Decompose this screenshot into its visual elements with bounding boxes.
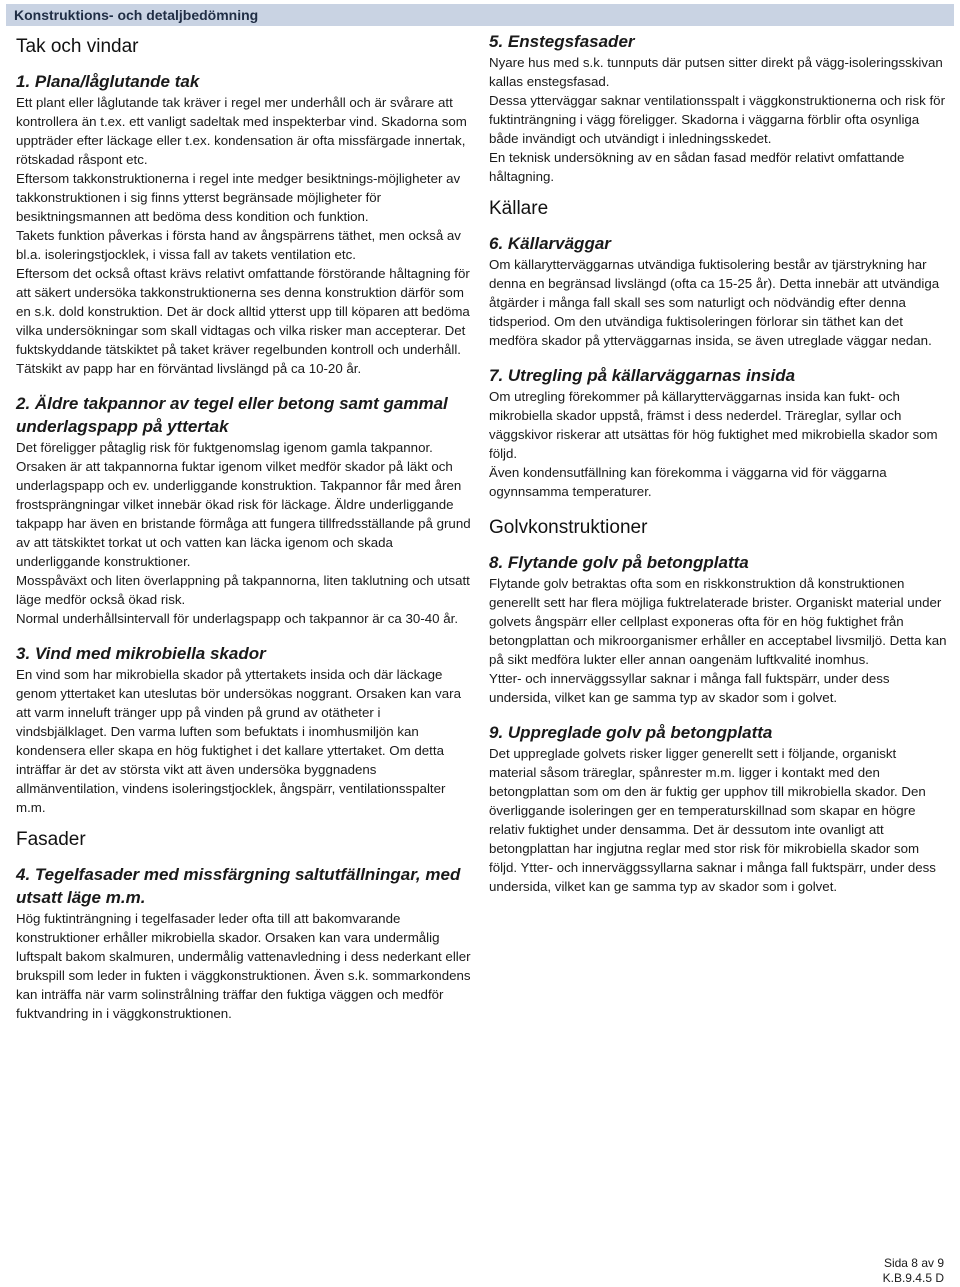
paragraph: Även kondensutfällning kan förekomma i väggarna vid för väggarna ogynnsamma temperaturer.	[489, 465, 887, 499]
right-column	[489, 30, 947, 896]
paragraph: Om källarytterväggarnas utvändiga fuktisolering består av tjärstrykning har denna en begränsad livslängd (ofta ca 15-25 år). Detta innebär att utvändiga åtgärder i många fall skall ses som naturligt och nödvändig efter denna tidsperiod. Om den utvändiga fuktisoleringen förlorar sin täthet kan det medföra skador på ytterväggarnas insida, se även utreglade väggar nedan.	[489, 257, 940, 348]
header-title: Konstruktions- och detaljbedömning	[14, 7, 259, 23]
paragraph: Mosspåväxt och liten överlappning på takpannorna, liten taklutning och utsatt läge medför också ökad risk.	[16, 573, 470, 607]
subheading-raised-floor: 9. Uppreglade golv på betongplatta	[489, 723, 773, 742]
paragraph: Takets funktion påverkas i första hand av ångspärrens täthet, men också av bl.a. isoleringstjocklek, i vissa fall av takets ventilation etc.	[16, 228, 461, 262]
paragraph: Flytande golv betraktas ofta som en riskkonstruktion då konstruktionen generellt sett har flera möjliga fuktrelaterade brister. Organiskt material under golvets ångspärr eller cellplast exponeras ofta för en hög fuktighet från betongplattan och mikroorganismer erhåller en acceptabel livsmiljö. Detta kan på sikt medföra lukter eller annan oangenäm luftkvalité inomhus.	[489, 576, 947, 667]
left-column	[16, 30, 474, 1023]
paragraph: En teknisk undersökning av en sådan fasad medför relativt omfattande håltagning.	[489, 150, 905, 184]
subheading-brick-facade: 4. Tegelfasader med missfärgning saltutfällningar, med utsatt läge m.m.	[16, 865, 461, 907]
paragraph: Det uppreglade golvets risker ligger generellt sett i följande, organiskt material såsom träreglar, spånrester m.m. ligger i kontakt med den betongplattan som om den är fuktig ger upphov till mikrobiella skador. Den överliggande isoleringen ger en temperaturskillnad som skapar en högre relativ fuktighet under densamma. Det är dessutom inte ovanligt att betongplattan har ingjutna reglar med stor risk för mikrobiella skador som följd. Ytter- och innerväggssyllarna saknar i många fall fuktspärr, under dess undersida, vilket kan ge samma typ av skador som i golvet.	[489, 746, 936, 894]
section-heading-roof: Tak och vindar	[16, 36, 139, 57]
subheading-attic-damage: 3. Vind med mikrobiella skador	[16, 644, 266, 663]
paragraph: Eftersom det också oftast krävs relativt omfattande förstörande håltagning för att säkert undersöka takkonstruktionerna ses denna konstruktion därför som en s.k. dold konstruktion. Det är dock alltid ytterst upp till köparen att bedöma vilka undersökningar som skall vidtagas och vilka risker man accepterar. Det fuktskyddande tätskiktet på taket kräver regelbunden kontroll och underhåll. Tätskikt av papp har en förväntad livslängd på ca 10-20 år.	[16, 266, 470, 376]
paragraph: Om utregling förekommer på källarytterväggarnas insida kan fukt- och mikrobiella skador uppstå, främst i dess nederdel. Träreglar, syllar och väggskivor riskerar att utsättas för hög fuktighet med mikrobiella skador som följd.	[489, 389, 938, 461]
document-code: K.B.9.4.5 D	[882, 1271, 944, 1285]
subheading-old-roof-tiles: 2. Äldre takpannor av tegel eller betong samt gammal underlagspapp på yttertak	[16, 394, 448, 436]
subheading-single-stage-facade: 5. Enstegsfasader	[489, 32, 635, 51]
paragraph: Dessa ytterväggar saknar ventilationsspalt i väggkonstruktionerna och risk för fuktinträngning i vägg föreligger. Skadorna i väggarna förblir ofta osynliga både invändigt och utvändigt i inledningsskedet.	[489, 93, 946, 146]
section-heading-floor: Golvkonstruktioner	[489, 517, 648, 538]
paragraph: Hög fuktinträngning i tegelfasader leder ofta till att bakomvarande konstruktioner erhåller mikrobiella skador. Orsaken kan vara undermålig luftspalt bakom skalmuren, undermålig vattenavledning i dess nederkant eller brukspill som leder in fukten i väggkonstruktionen. Även s.k. sommarkondens kan inträffa när varm solinstrålning träffar den fuktiga väggen och medför fuktvandring in i väggkonstruktionen.	[16, 911, 471, 1021]
paragraph: Ytter- och innerväggssyllar saknar i många fall fuktspärr, under dess undersida, vilket kan ge samma typ av skador som i golvet.	[489, 671, 890, 705]
paragraph: Eftersom takkonstruktionerna i regel inte medger besiktnings-möjligheter av takkonstruktionen i sig finns ytterst begränsade möjligheter för besiktningsmannen att bedöma dess kondition och funktion.	[16, 171, 461, 224]
section-heading-facade: Fasader	[16, 829, 86, 850]
paragraph: En vind som har mikrobiella skador på yttertakets insida och där läckage genom yttertaket kan uteslutas bör undersökas noggrant. Orsaken kan vara att varm inneluft tränger upp på vinden på grund av otätheter i vindsbjälklaget. Den varma luften som befuktats i inomhusmiljön kan kondensera eller skapa en hög fuktighet i det kallare yttertaket. Om detta inträffar är det av största vikt att även undersöka byggnadens allmänventilation, vindens isoleringstjocklek, ångspärr, ventilationsspalter m.m.	[16, 667, 461, 815]
paragraph: Det föreligger påtaglig risk för fuktgenomslag igenom gamla takpannor. Orsaken är att takpannorna fuktar igenom vilket medför skador på läkt och underlagspapp och ev. underliggande konstruktion. Takpannor får med åren frostsprängningar vilket innebär ökad risk för läckage. Äldre underliggande takpapp har även en bristande förmåga att fungera tillfredsställande på grund av att tätskiktet torkat ut och vatten kan läcka igenom och skada underliggande konstruktioner.	[16, 440, 471, 569]
subheading-floating-floor: 8. Flytande golv på betongplatta	[489, 553, 749, 572]
paragraph: Normal underhållsintervall för underlagspapp och takpannor är ca 30-40 år.	[16, 611, 459, 626]
subheading-inner-framing: 7. Utregling på källarväggarnas insida	[489, 366, 796, 385]
page-footer	[883, 1256, 944, 1286]
subheading-cellar-walls: 6. Källarväggar	[489, 234, 611, 253]
section-heading-cellar: Källare	[489, 198, 549, 219]
page-number: Sida 8 av 9	[883, 1256, 944, 1270]
paragraph: Nyare hus med s.k. tunnputs där putsen sitter direkt på vägg-isoleringsskivan kallas enstegsfasad.	[489, 55, 943, 89]
subheading-flat-roof: 1. Plana/låglutande tak	[16, 72, 200, 91]
paragraph: Ett plant eller låglutande tak kräver i regel mer underhåll och är svårare att kontrollera än t.ex. ett vanligt sadeltak med inspekterbar vind. Skadorna som uppträder efter läckage eller t.ex. kondensation är ofta missfärgade innertak, rötskadad råspont etc.	[16, 95, 467, 167]
header-bar	[6, 4, 954, 26]
